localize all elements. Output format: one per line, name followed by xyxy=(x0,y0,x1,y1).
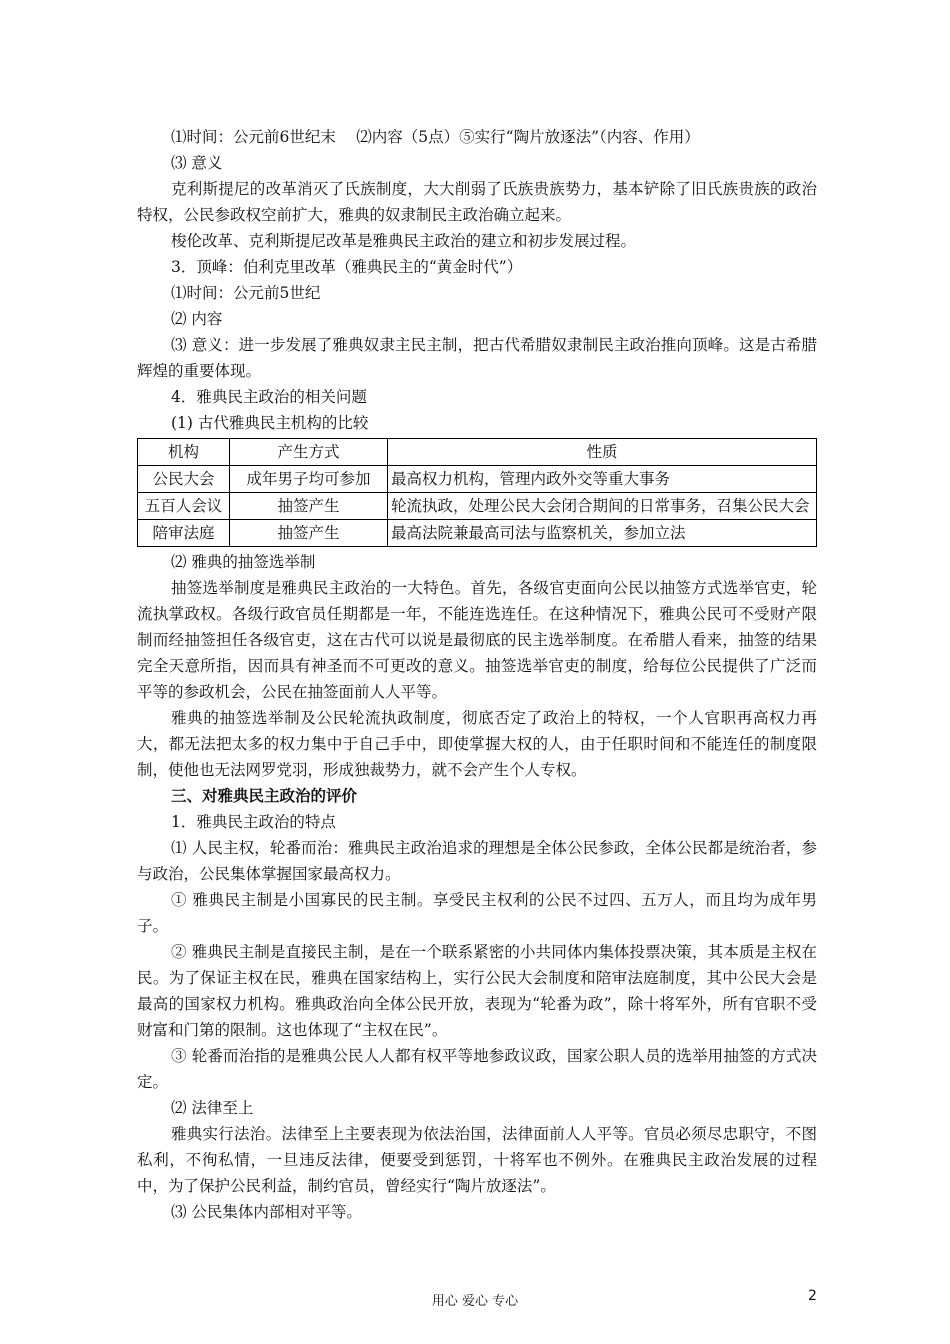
paragraph: ⑵ 内容 xyxy=(171,310,223,328)
table-cell: 轮流执政，处理公民大会闭合期间的日常事务，召集公民大会 xyxy=(388,493,817,520)
paragraph: ⑵ 法律至上 xyxy=(171,1099,254,1117)
paragraph: ③ 轮番而治指的是雅典公民人人都有权平等地参政议政，国家公职人员的选举用抽签的方式决定。 xyxy=(137,1047,817,1091)
page-footer: 用心 爱心 专心 xyxy=(431,1294,519,1309)
paragraph: 抽签选举制度是雅典民主政治的一大特色。首先，各级官吏面向公民以抽签方式选举官吏，轮流执掌政权。各级行政官员任期都是一年，不能连选连任。在这种情况下，雅典公民可不受财产限制而经抽签担任各级官吏，这在古代可以说是最彻底的民主选举制度。在希腊人看来，抽签的结果完全天意所指，因而具有神圣而不可更改的意义。抽签选举官吏的制度，给每位公民提供了广泛而平等的参政机会，公民在抽签面前人人平等。 xyxy=(137,579,817,701)
page-number: 2 xyxy=(808,1288,817,1304)
table-header-row xyxy=(138,439,817,466)
table-cell: 抽签产生 xyxy=(230,520,388,547)
table-row xyxy=(138,466,817,493)
paragraph: 梭伦改革、克利斯提尼改革是雅典民主政治的建立和初步发展过程。 xyxy=(171,232,637,250)
table-header-cell: 产生方式 xyxy=(230,439,388,466)
paragraph: ⑶ 意义 xyxy=(171,154,223,172)
table-row xyxy=(138,493,817,520)
paragraph: ⑴时间：公元前5世纪 xyxy=(171,284,321,302)
paragraph: ⑴ 人民主权，轮番而治：雅典民主政治追求的理想是全体公民参政，全体公民都是统治者，参与政治，公民集体掌握国家最高权力。 xyxy=(137,839,817,883)
table-cell: 五百人会议 xyxy=(138,493,230,520)
section-heading: 三、对雅典民主政治的评价 xyxy=(171,786,358,805)
section-heading: 4．雅典民主政治的相关问题 xyxy=(171,388,367,406)
paragraph: 克利斯提尼的改革消灭了氏族制度，大大削弱了氏族贵族势力，基本铲除了旧氏族贵族的政治特权，公民参政权空前扩大，雅典的奴隶制民主政治确立起来。 xyxy=(137,180,817,224)
table-caption: (1) 古代雅典民主机构的比较 xyxy=(171,414,369,432)
section-heading: 3．顶峰：伯利克里改革（雅典民主的“黄金时代”） xyxy=(171,258,523,276)
paragraph: ⑵ 雅典的抽签选举制 xyxy=(171,553,316,571)
table-cell: 最高权力机构，管理内政外交等重大事务 xyxy=(388,466,817,493)
table-cell: 成年男子均可参加 xyxy=(230,466,388,493)
paragraph: ⑶ 意义：进一步发展了雅典奴隶主民主制，把古代希腊奴隶制民主政治推向顶峰。这是古希腊辉煌的重要体现。 xyxy=(137,336,817,380)
table-header-cell: 性质 xyxy=(388,439,817,466)
section-heading: 1．雅典民主政治的特点 xyxy=(171,813,336,831)
table-cell: 最高法院兼最高司法与监察机关，参加立法 xyxy=(388,520,817,547)
table-row xyxy=(138,520,817,547)
table-header-cell: 机构 xyxy=(138,439,230,466)
paragraph: ⑴时间：公元前6世纪末 ⑵内容（5点）⑤实行“陶片放逐法”（内容、作用） xyxy=(171,128,700,146)
comparison-table xyxy=(137,438,817,547)
paragraph: ① 雅典民主制是小国寡民的民主制。享受民主权利的公民不过四、五万人，而且均为成年男子。 xyxy=(137,891,817,935)
paragraph: ② 雅典民主制是直接民主制，是在一个联系紧密的小共同体内集体投票决策，其本质是主权在民。为了保证主权在民，雅典在国家结构上，实行公民大会制度和陪审法庭制度，其中公民大会是最高的国家权力机构。雅典政治向全体公民开放，表现为“轮番为政”，除十将军外，所有官职不受财富和门第的限制。这也体现了“主权在民”。 xyxy=(137,943,817,1039)
table-cell: 陪审法庭 xyxy=(138,520,230,547)
page-content xyxy=(137,124,817,1225)
paragraph: 雅典实行法治。法律至上主要表现为依法治国，法律面前人人平等。官员必须尽忠职守，不图私利，不徇私情，一旦违反法律，便要受到惩罚，十将军也不例外。在雅典民主政治发展的过程中，为了保护公民利益，制约官员，曾经实行“陶片放逐法”。 xyxy=(137,1125,817,1195)
paragraph: 雅典的抽签选举制及公民轮流执政制度，彻底否定了政治上的特权，一个人官职再高权力再大，都无法把太多的权力集中于自己手中，即使掌握大权的人，由于任职时间和不能连任的制度限制，使他也无法网罗党羽，形成独裁势力，就不会产生个人专权。 xyxy=(137,709,817,779)
table-cell: 抽签产生 xyxy=(230,493,388,520)
table-cell: 公民大会 xyxy=(138,466,230,493)
paragraph: ⑶ 公民集体内部相对平等。 xyxy=(171,1203,362,1221)
